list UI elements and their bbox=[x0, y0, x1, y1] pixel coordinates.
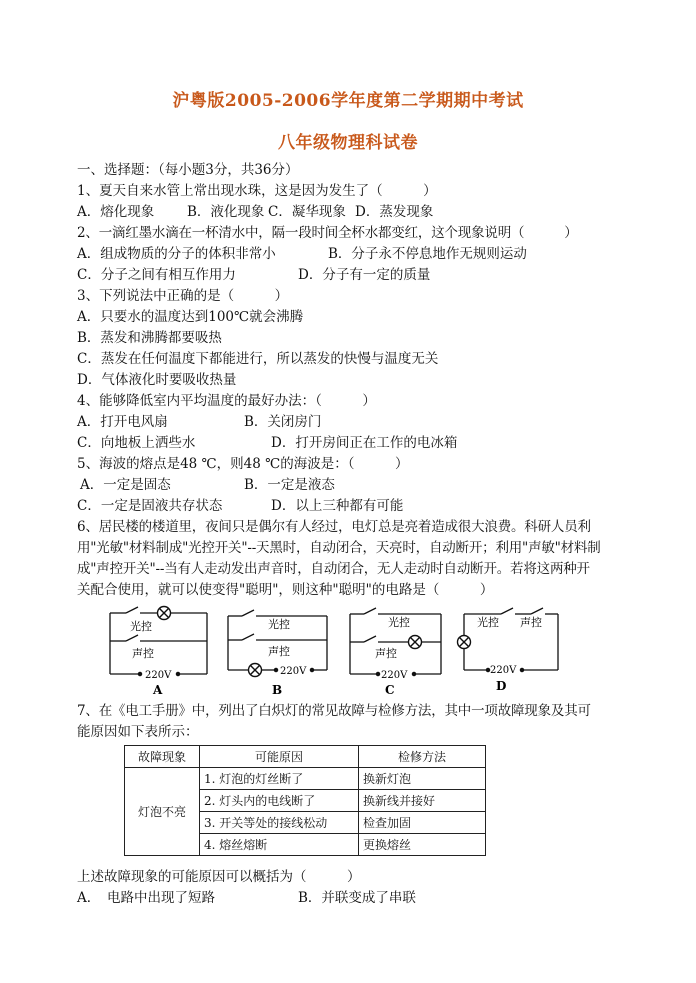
table-fix-cell: 换新灯泡 bbox=[359, 768, 486, 790]
q7-option-b: B．并联变成了串联 bbox=[298, 890, 416, 906]
q2-option-a: A．组成物质的分子的体积非常小 bbox=[77, 246, 276, 262]
circuit-c-sound-label: 声控 bbox=[375, 647, 397, 660]
circuit-c-light-label: 光控 bbox=[388, 616, 410, 629]
q1-option-a: A．熔化现象 bbox=[77, 204, 155, 220]
q5-option-c: C．一定是固液共存状态 bbox=[77, 498, 223, 514]
q5-option-b: B．一定是液态 bbox=[244, 477, 335, 493]
q7-line-1: 7、在《电工手册》中，列出了白炽灯的常见故障与检修方法，其中一项故障现象及其可 bbox=[77, 703, 591, 719]
circuit-d-sound-label: 声控 bbox=[520, 616, 542, 629]
q2-option-b: B．分子永不停息地作无规则运动 bbox=[328, 246, 527, 262]
circuit-d-label: D bbox=[496, 679, 507, 693]
table-fix-cell: 更换熔丝 bbox=[359, 834, 486, 856]
q4-option-a: A．打开电风扇 bbox=[77, 414, 168, 430]
q6-line-3: 成"声控开关"--当有人走动发出声音时，自动闭合，无人走动时自动断开。若将这两种开 bbox=[77, 561, 590, 577]
table-row bbox=[125, 768, 486, 790]
circuit-d-voltage-label: 220V bbox=[490, 665, 517, 676]
q3-option-c: C．蒸发在任何温度下都能进行，所以蒸发的快慢与温度无关 bbox=[77, 351, 439, 367]
q4-option-d: D．打开房间正在工作的电冰箱 bbox=[271, 435, 458, 451]
q3-option-a: A．只要水的温度达到100℃就会沸腾 bbox=[77, 309, 304, 325]
table-cause-cell: 4. 熔丝熔断 bbox=[200, 834, 359, 856]
table-fix-cell: 检查加固 bbox=[359, 812, 486, 834]
circuit-b-sound-label: 声控 bbox=[268, 645, 290, 658]
circuit-c-label: C bbox=[385, 683, 395, 697]
table-fix-cell: 换新线并接好 bbox=[359, 790, 486, 812]
table-symptom-cell: 灯泡不亮 bbox=[125, 768, 200, 856]
fault-table bbox=[124, 745, 486, 856]
q1-option-c: C．凝华现象 bbox=[268, 204, 346, 220]
exam-subtitle: 八年级物理科试卷 bbox=[278, 133, 418, 153]
q2-option-d: D．分子有一定的质量 bbox=[298, 267, 431, 283]
lamp-icon bbox=[458, 636, 471, 649]
section-heading: 一、选择题：（每小题3分，共36分） bbox=[77, 162, 299, 178]
q7-option-a: A． 电路中出现了短路 bbox=[77, 890, 215, 906]
circuit-c-voltage-label: 220V bbox=[381, 670, 408, 681]
q2-stem: 2、一滴红墨水滴在一杯清水中，隔一段时间全杯水都变红，这个现象说明（ ） bbox=[77, 225, 578, 241]
lamp-icon bbox=[249, 664, 262, 677]
circuit-diagrams bbox=[100, 602, 565, 697]
lamp-icon bbox=[158, 607, 171, 620]
q2-option-c: C．分子之间有相互作用力 bbox=[77, 267, 236, 283]
table-header-row bbox=[125, 746, 486, 768]
q5-option-a: A．一定是固态 bbox=[80, 477, 171, 493]
q3-option-b: B．蒸发和沸腾都要吸热 bbox=[77, 330, 222, 346]
q7-line-2: 能原因如下表所示： bbox=[77, 724, 199, 740]
q7-followup: 上述故障现象的可能原因可以概括为（ ） bbox=[77, 869, 361, 885]
table-cause-cell: 2. 灯头内的电线断了 bbox=[200, 790, 359, 812]
q4-option-b: B．关闭房门 bbox=[244, 414, 322, 430]
q5-option-d: D．以上三种都有可能 bbox=[271, 498, 404, 514]
q4-stem: 4、能够降低室内平均温度的最好办法：（ ） bbox=[77, 393, 376, 409]
table-header: 检修方法 bbox=[359, 746, 486, 768]
q6-line-1: 6、居民楼的楼道里，夜间只是偶尔有人经过，电灯总是亮着造成很大浪费。科研人员利 bbox=[77, 519, 591, 535]
circuit-b-label: B bbox=[272, 683, 283, 697]
circuit-a-label: A bbox=[153, 683, 163, 697]
q1-option-b: B．液化现象 bbox=[187, 204, 265, 220]
q1-stem: 1、夏天自来水管上常出现水珠，这是因为发生了（ ） bbox=[77, 183, 437, 199]
circuit-d-light-label: 光控 bbox=[477, 616, 499, 629]
q1-option-d: D．蒸发现象 bbox=[355, 204, 434, 220]
circuit-a-sound-label: 声控 bbox=[132, 647, 154, 660]
q3-option-d: D．气体液化时要吸收热量 bbox=[77, 372, 237, 388]
circuit-b-voltage-label: 220V bbox=[280, 666, 307, 677]
circuit-a-light-label: 光控 bbox=[130, 620, 152, 633]
q6-line-2: 用"光敏"材料制成"光控开关"--天黑时，自动闭合，天亮时，自动断开；利用"声敏"材料制 bbox=[77, 540, 601, 556]
table-cause-cell: 1. 灯泡的灯丝断了 bbox=[200, 768, 359, 790]
lamp-icon bbox=[409, 636, 422, 649]
q4-option-c: C．向地板上洒些水 bbox=[77, 435, 196, 451]
exam-title: 沪粤版2005-2006学年度第二学期期中考试 bbox=[172, 91, 524, 111]
table-header: 可能原因 bbox=[200, 746, 359, 768]
q3-stem: 3、下列说法中正确的是（ ） bbox=[77, 288, 289, 304]
q6-line-4: 关配合使用，就可以使变得"聪明"，则这种"聪明"的电路是（ ） bbox=[77, 582, 494, 598]
circuit-a-voltage-label: 220V bbox=[145, 670, 172, 681]
circuit-b-light-label: 光控 bbox=[268, 618, 290, 631]
table-cause-cell: 3. 开关等处的接线松动 bbox=[200, 812, 359, 834]
q5-stem: 5、海波的熔点是48 ℃，则48 ℃的海波是：（ ） bbox=[77, 456, 409, 472]
table-header: 故障现象 bbox=[125, 746, 200, 768]
